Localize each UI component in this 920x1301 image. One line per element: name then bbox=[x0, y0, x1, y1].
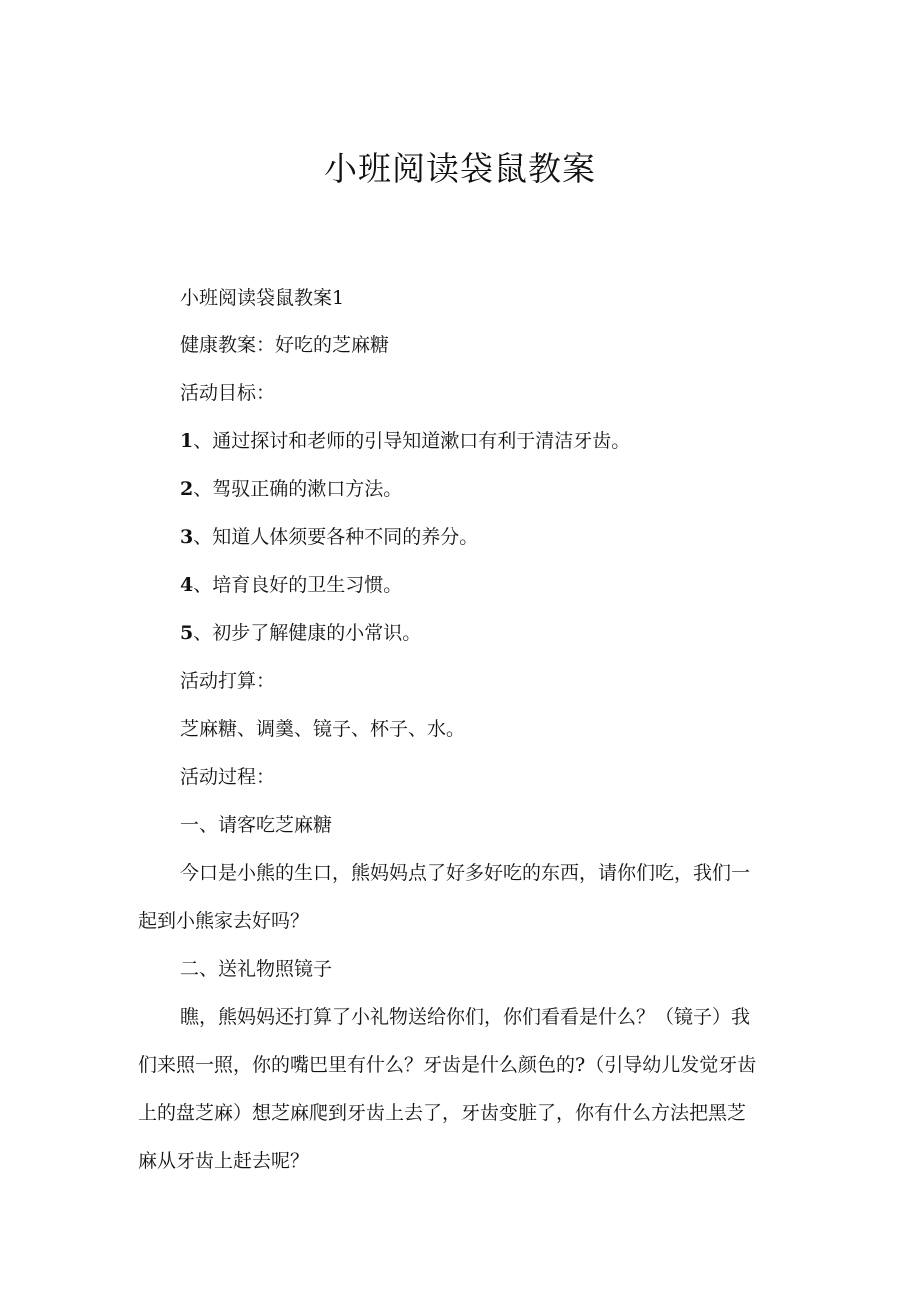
goal-text: 、通过探讨和老师的引导知道漱口有利于清洁牙齿。 bbox=[193, 430, 631, 452]
prep-heading: 活动打算： bbox=[180, 670, 276, 692]
goal-text: 、初步了解健康的小常识。 bbox=[193, 622, 422, 644]
goal-text: 、培育良好的卫生习惯。 bbox=[193, 574, 403, 596]
step2-paragraph-line: 上的盘芝麻）想芝麻爬到牙齿上去了，牙齿变脏了，你有什么方法把黑芝 bbox=[138, 1102, 747, 1124]
prep-items: 芝麻糖、调羹、镜子、杯子、水。 bbox=[180, 718, 466, 740]
page-title: 小班阅读袋鼠教案 bbox=[324, 149, 596, 188]
process-heading: 活动过程： bbox=[180, 766, 276, 788]
goal-number: 3 bbox=[180, 526, 194, 548]
goals-heading: 活动目标： bbox=[180, 382, 276, 404]
step2-paragraph-line: 麻从牙齿上赶去呢？ bbox=[138, 1150, 310, 1172]
subject-line: 健康教案：好吃的芝麻糖 bbox=[180, 334, 390, 356]
goal-item bbox=[180, 573, 402, 597]
section-heading: 小班阅读袋鼠教案1 bbox=[180, 287, 345, 309]
goal-number: 5 bbox=[180, 622, 194, 644]
step1-paragraph-line: 起到小熊家去好吗？ bbox=[138, 910, 310, 932]
goal-item bbox=[180, 525, 478, 549]
step2-heading: 二、送礼物照镜子 bbox=[180, 958, 333, 980]
step1-heading: 一、请客吃芝麻糖 bbox=[180, 814, 333, 836]
goal-text: 、知道人体须要各种不同的养分。 bbox=[193, 526, 479, 548]
goal-number: 4 bbox=[180, 574, 194, 596]
goal-item bbox=[180, 477, 402, 501]
goal-text: 、驾驭正确的漱口方法。 bbox=[193, 478, 403, 500]
goal-number: 2 bbox=[180, 478, 194, 500]
step2-paragraph-line: 们来照一照，你的嘴巴里有什么？牙齿是什么颜色的?（引导幼儿发觉牙齿 bbox=[138, 1054, 757, 1076]
step1-paragraph-line: 今口是小熊的生口，熊妈妈点了好多好吃的东西，请你们吃，我们一 bbox=[180, 862, 751, 884]
step2-paragraph-line: 瞧，熊妈妈还打算了小礼物送给你们，你们看看是什么？（镜子）我 bbox=[180, 1006, 751, 1028]
goal-item bbox=[180, 621, 421, 645]
goal-item bbox=[180, 429, 630, 453]
goal-number: 1 bbox=[180, 430, 194, 452]
